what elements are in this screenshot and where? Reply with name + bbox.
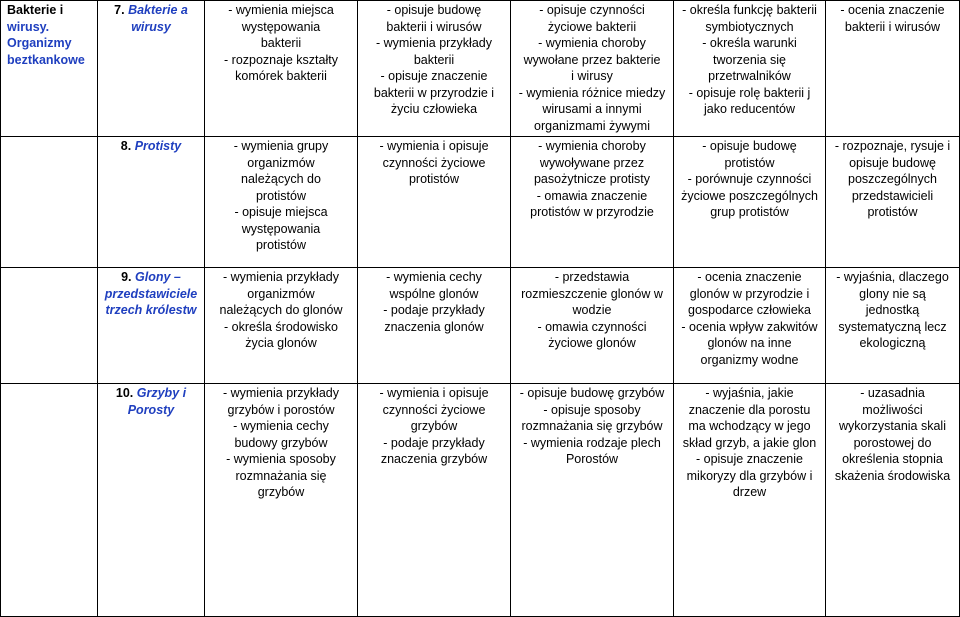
requirement-line: - porównuje czynności: [687, 172, 812, 186]
requirement-line: - opisuje budowę: [386, 3, 482, 17]
level-bardzo-dobra-cell: [674, 137, 826, 268]
requirement-line: - opisuje rolę bakterii j: [688, 85, 811, 100]
requirement-line: - wymienia przykłady: [222, 270, 339, 284]
topic-number: 7.: [114, 3, 125, 17]
topic-cell: [98, 1, 205, 137]
requirement-line: skład grzyb, a jakie glon: [682, 435, 817, 450]
requirement-line: - rozpoznaje, rysuje i: [834, 139, 951, 153]
topic-title-line: wirusy: [131, 19, 171, 34]
requirement-line: poszczególnych: [848, 172, 937, 186]
requirement-line: protistów: [255, 188, 307, 203]
requirement-line: symbiotycznych: [705, 19, 794, 34]
level-bardzo-dobra-cell: [674, 1, 826, 137]
requirement-line: określenia stopnia: [842, 452, 943, 466]
requirement-line: rozmnażania się: [235, 468, 327, 483]
level-bardzo-dobra-cell: [674, 384, 826, 617]
topic-number: 9.: [121, 270, 132, 284]
requirement-line: systematyczną lecz: [838, 319, 947, 334]
section-cell: [1, 1, 98, 137]
requirement-line: i wirusy: [571, 69, 613, 83]
requirement-line: - wymienia sposoby: [226, 452, 336, 466]
requirement-line: - wymienia choroby: [538, 139, 646, 153]
requirement-line: glonów na inne: [707, 336, 792, 350]
level-dobra-cell: [511, 384, 674, 617]
requirement-line: jednostką: [865, 303, 920, 317]
requirement-line: - wymienia grupy: [233, 139, 329, 153]
requirement-line: organizmami żywymi: [534, 118, 650, 133]
level-celujaca-cell: [826, 268, 960, 384]
requirement-line: życiowe bakterii: [547, 19, 637, 34]
requirement-line: protistów: [408, 172, 460, 186]
requirement-line: organizmów: [247, 155, 315, 170]
level-dobra-cell: [511, 1, 674, 137]
requirement-line: - opisuje budowę: [702, 139, 797, 153]
requirement-line: - określa funkcję bakterii: [682, 3, 817, 17]
requirement-line: bakterii i wirusów: [386, 19, 482, 34]
topic-number: 8.: [120, 139, 132, 153]
requirement-line: - określa środowisko: [224, 319, 338, 334]
requirement-line: - podaje przykłady: [383, 435, 485, 450]
level-dopuszczajaca-cell: [205, 137, 358, 268]
requirement-line: - wymienia i opisuje: [379, 386, 489, 400]
requirement-line: grzybów i porostów: [227, 402, 335, 417]
topic-title-line: Porosty: [127, 402, 175, 417]
section-title-line: beztkankowe: [7, 52, 85, 67]
requirement-line: czynności życiowe: [382, 155, 486, 170]
requirement-line: wodzie: [572, 303, 612, 317]
requirement-line: - wymienia cechy: [233, 419, 329, 433]
requirement-line: protistów: [724, 155, 775, 170]
requirement-line: rozmnażania się grzybów: [521, 419, 663, 433]
section-cell: [1, 268, 98, 384]
requirement-line: - wymienia choroby: [538, 36, 646, 50]
table-row: [1, 1, 960, 137]
section-cell: [1, 137, 98, 268]
requirement-line: - wymienia rodzaje plech: [523, 435, 661, 450]
requirement-line: - rozpoznaje kształty: [224, 52, 338, 67]
requirement-line: wirusami a innymi: [542, 102, 642, 116]
requirement-line: - opisuje czynności: [539, 3, 645, 17]
requirement-line: tworzenia się: [713, 52, 786, 67]
section-title-line: wirusy.: [7, 19, 50, 34]
table-row: [1, 384, 960, 617]
section-title-line: Bakterie i: [7, 3, 64, 17]
requirement-line: znaczenie dla porostu: [688, 402, 811, 417]
requirement-line: wykorzystania skali: [839, 419, 946, 433]
requirement-line: protistów: [867, 205, 918, 219]
requirement-line: bakterii i wirusów: [844, 19, 941, 34]
requirement-line: Porostów: [565, 452, 619, 466]
requirement-line: - uzasadnia: [860, 386, 925, 400]
level-celujaca-cell: [826, 137, 960, 268]
requirement-line: należących do glonów: [219, 303, 343, 317]
requirement-line: - wymienia cechy: [386, 270, 482, 284]
level-celujaca-cell: [826, 1, 960, 137]
requirement-line: życiowe glonów: [548, 336, 636, 350]
level-bardzo-dobra-cell: [674, 268, 826, 384]
requirement-line: - ocenia znaczenie: [697, 270, 802, 284]
requirement-line: komórek bakterii: [235, 69, 327, 83]
level-dobra-cell: [511, 268, 674, 384]
requirement-line: - omawia znaczenie: [536, 188, 648, 203]
requirement-line: - wymienia i opisuje: [379, 139, 489, 153]
requirement-line: bakterii: [413, 52, 455, 67]
requirement-line: bakterii w przyrodzie i: [373, 85, 495, 100]
requirement-line: glonów w przyrodzie i: [689, 286, 810, 301]
topic-title-line: Grzyby i: [136, 386, 187, 400]
topic-title-line: Bakterie a: [128, 3, 188, 17]
table-body: [1, 1, 960, 617]
requirement-line: - ocenia znaczenie: [840, 3, 945, 17]
requirement-line: należących do: [241, 172, 321, 186]
section-title-line: Organizmy: [7, 36, 72, 50]
requirement-line: przetrwalników: [708, 69, 791, 83]
requirement-line: - podaje przykłady: [383, 303, 485, 317]
level-dopuszczajaca-cell: [205, 384, 358, 617]
topic-cell: [98, 137, 205, 268]
topic-title-line: trzech królestw: [105, 303, 197, 317]
requirement-line: - opisuje znaczenie: [695, 452, 803, 466]
requirement-line: przedstawicieli: [851, 188, 934, 203]
topic-cell: [98, 384, 205, 617]
requirement-line: ekologiczną: [859, 336, 926, 350]
requirement-line: wywoływane przez: [539, 155, 645, 170]
level-dobra-cell: [511, 137, 674, 268]
requirement-line: mikoryzy dla grzybów i: [686, 468, 813, 483]
requirement-line: - wymienia przykłady: [375, 36, 492, 50]
topic-cell: [98, 268, 205, 384]
requirement-line: bakterii: [260, 36, 302, 50]
requirement-line: porostowej do: [853, 435, 932, 450]
requirement-line: protistów w przyrodzie: [530, 205, 654, 219]
requirement-line: - opisuje miejsca: [234, 205, 328, 219]
requirement-line: skażenia środowiska: [834, 468, 951, 483]
level-dopuszczajaca-cell: [205, 268, 358, 384]
topic-title-line: Glony –: [135, 270, 181, 284]
requirement-line: pasożytnicze protisty: [533, 172, 651, 186]
requirement-line: - wyjaśnia, dlaczego: [836, 270, 949, 284]
requirement-line: - wymienia przykłady: [222, 386, 339, 400]
table-row: [1, 137, 960, 268]
requirement-line: - określa warunki: [702, 36, 797, 50]
topic-number: 10.: [115, 386, 134, 400]
requirement-line: - wymienia różnice miedzy: [518, 85, 666, 100]
requirement-line: gospodarce człowieka: [688, 303, 811, 317]
requirement-line: jako reducentów: [703, 102, 796, 116]
requirement-line: - przedstawia: [554, 270, 630, 284]
requirement-line: życiu człowieka: [390, 102, 478, 116]
requirement-line: znaczenia grzybów: [380, 452, 488, 466]
topic-title-line: przedstawiciele: [104, 286, 198, 301]
requirement-line: glony nie są: [859, 286, 926, 301]
requirement-line: organizmów: [247, 286, 315, 301]
level-celujaca-cell: [826, 384, 960, 617]
table-row: [1, 268, 960, 384]
requirement-line: znaczenia glonów: [384, 319, 484, 334]
requirement-line: grzybów: [257, 485, 305, 499]
requirement-line: - opisuje budowę grzybów: [519, 386, 665, 400]
requirement-line: grzybów: [410, 419, 458, 433]
requirement-line: życiowe poszczególnych: [681, 188, 818, 203]
requirement-line: - omawia czynności: [537, 319, 647, 334]
requirement-line: rozmieszczenie glonów w: [521, 286, 663, 301]
requirement-line: opisuje budowę: [849, 155, 936, 170]
requirement-line: możliwości: [862, 402, 923, 417]
level-dostateczna-cell: [358, 137, 511, 268]
requirement-line: - wymienia miejsca: [228, 3, 334, 17]
level-dopuszczajaca-cell: [205, 1, 358, 137]
level-dostateczna-cell: [358, 1, 511, 137]
requirement-line: życia glonów: [245, 336, 317, 350]
requirement-line: - opisuje znaczenie: [380, 69, 488, 83]
requirement-line: grup protistów: [710, 205, 789, 219]
requirement-line: występowania: [241, 19, 321, 34]
requirement-line: występowania: [241, 221, 321, 236]
topic-title-line: Protisty: [134, 139, 182, 153]
requirement-line: drzew: [732, 485, 767, 499]
level-dostateczna-cell: [358, 384, 511, 617]
requirement-line: wspólne glonów: [389, 286, 479, 301]
requirement-line: organizmy wodne: [700, 352, 799, 367]
requirement-line: budowy grzybów: [234, 435, 328, 450]
level-dostateczna-cell: [358, 268, 511, 384]
requirement-line: wywołane przez bakterie: [523, 52, 661, 67]
requirement-line: ma wchodzący w jego: [688, 419, 811, 433]
requirement-line: protistów: [255, 238, 307, 252]
requirement-line: czynności życiowe: [382, 402, 486, 417]
requirement-line: - ocenia wpływ zakwitów: [681, 319, 818, 334]
section-cell: [1, 384, 98, 617]
requirement-line: - wyjaśnia, jakie: [705, 386, 794, 400]
requirement-line: - opisuje sposoby: [543, 402, 641, 417]
